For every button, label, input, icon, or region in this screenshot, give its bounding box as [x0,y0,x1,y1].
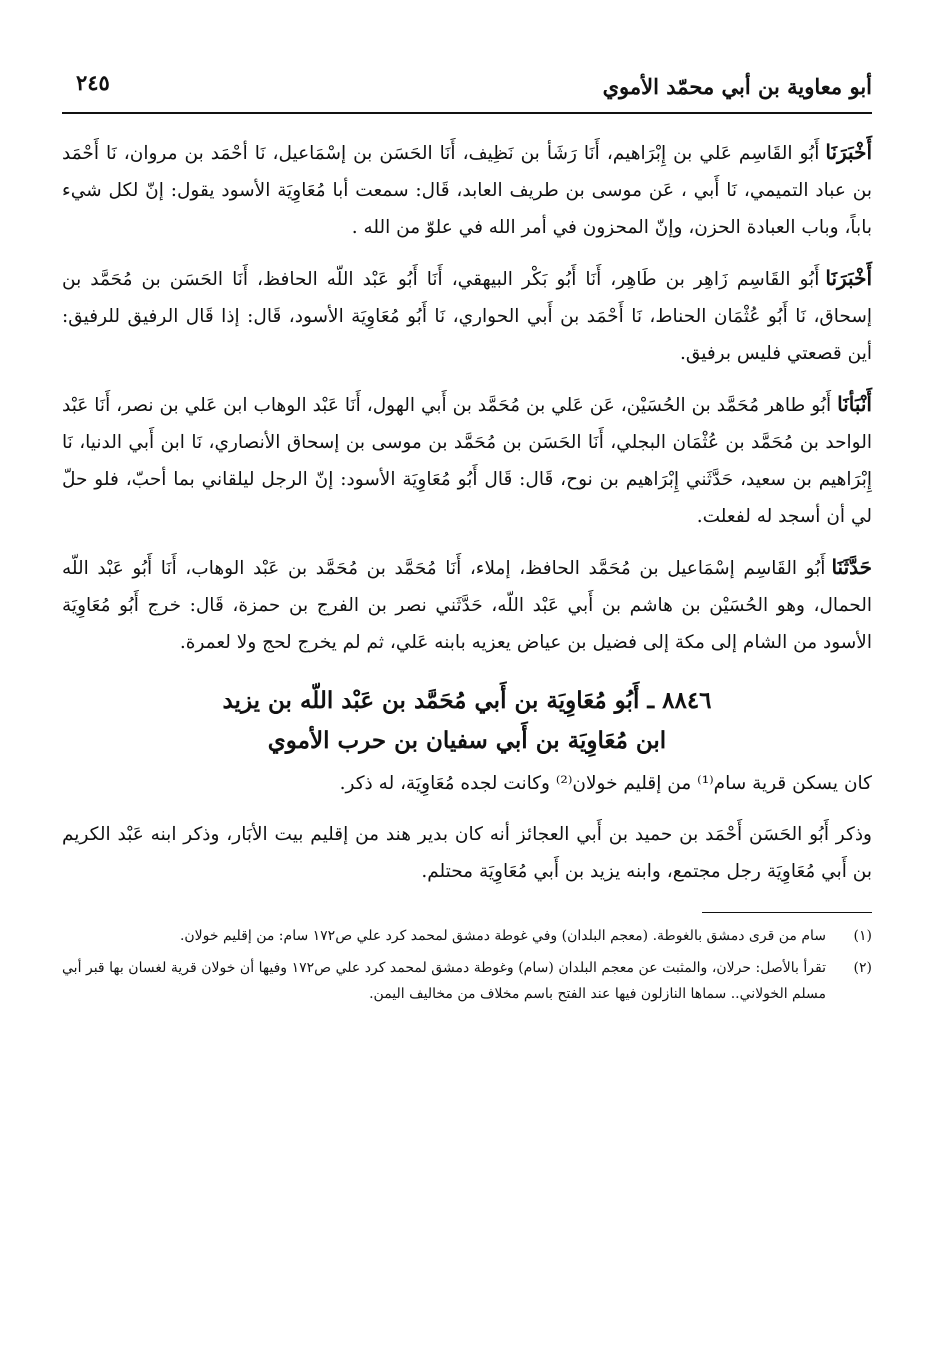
narration-text: أَبُو القَاسِم زَاهِر بن طَاهِر، أَنَا أَبُو بَكْر البيهقي، أَنَا أَبُو عَبْد اللّه الحافظ، أَنَا الحَسَن بن مُحَمَّد بن إسحاق، نَا أَبُو عُثْمَان الحناط، نَا أَحْمَد بن أَبي الحواري، نَا أَبُو مُعَاوِيَة الأسود، قَال: إذا قَال الرفيق للرفيق: أين قصعتي فليس برفيق. [62,269,872,364]
narration-text: أَبُو القَاسِم عَلي بن إِبْرَاهيم، أَنَا رَشَأ بن نَظِيف، أَنَا الحَسَن بن إسْمَاعيل، نَا أحْمَد بن مروان، نَا أَحْمَد بن عباد التميمي، نَا أَبي ، عَن موسى بن طريف العابد، قَال: سمعت أبا مُعَاوِيَة الأسود يقول: إنّ لكل شيء باباً، وباب العبادة الحزن، وإنّ المحزون في أمر الله في علوّ من الله . [62,143,872,238]
narration-text: أَبُو طاهر مُحَمَّد بن الحُسَيْن، عَن عَلي بن مُحَمَّد بن أَبي الهول، أَنَا عَبْد الوهاب ابن عَلي بن نصر، أَنَا عَبْد الواحد بن مُحَمَّد بن عُثْمَان البجلي، أَنَا الحَسَن بن مُحَمَّد بن موسى بن إسحاق الأنصاري، نَا ابن أَبي الدنيا، نَا إِبْرَاهيم بن سعيد، حَدَّثَني إِبْرَاهيم بن نوح، قَال: قَال أَبُو مُعَاوِيَة الأسود: إنّ الرجل ليلقاني بما أحبّ، فلو حلّ لي أن أسجد له لفعلت. [62,395,872,527]
narration-paragraph [62,134,872,246]
main-text [62,134,872,890]
footnote-number: (١) [853,928,872,944]
page-number: ٢٤٥ [76,70,110,95]
narration-paragraph [62,386,872,535]
footnotes-section [62,923,872,1007]
narration-paragraph [62,260,872,372]
narration-text: أَبُو القَاسِم إسْمَاعيل بن مُحَمَّد الحافظ، إملاء، أَنَا مُحَمَّد بن مُحَمَّد بن عَبْد الوهاب، أَنَا أَبُو عَبْد اللّه الحمال، وهو الحُسَيْن بن هاشم بن أَبي عَبْد اللّه، حَدَّثَني نصر بن الفرج بن حمزة، قَال: خرج أَبُو مُعَاوِيَة الأسود من الشام إلى مكة إلى فضيل بن عياض يعزيه بابنه عَلي، ثم لم يخرج لحج ولا لعمرة. [62,558,872,653]
footnote-text: سام من قرى دمشق بالغوطة. (معجم البلدان) وفي غوطة دمشق لمحمد كرد علي ص١٧٢ سام: من إقليم خولان. [179,928,826,944]
entry-heading [62,681,872,761]
running-title: أبو معاوية بن أبي محمّد الأموي [602,74,872,99]
narration-keyword: أَخْبَرَنَا [825,266,872,290]
footnote-text: تقرأ بالأصل: حرلان، والمثبت عن معجم البلدان (سام) وغوطة دمشق لمحمد كرد علي ص١٧٢ وفيها أن خولان قرية لغسان بها قبر أبي مسلم الخولاني.. سماها النازلون فيها عند الفتح باسم مخلاف من مخاليف اليمن. [62,960,826,1002]
book-page [62,66,872,1013]
footnote-divider [702,912,872,913]
footnote [62,923,872,949]
entry-paragraph: كان يسكن قرية سام⁽¹⁾ من إقليم خولان⁽²⁾ وكانت لجده مُعَاوِيَة، له ذكر. [339,773,872,794]
entry-heading-line-2: ابن مُعَاوِيَة بن أَبي سفيان بن حرب الأموي [267,727,667,754]
page-header [62,66,872,114]
narration-keyword: حَدَّثَنَا [831,555,872,579]
entry-heading-line-1: ٨٨٤٦ ـ أَبُو مُعَاوِيَة بن أَبي مُحَمَّد بن عَبْد اللّه بن يزيد [222,687,712,714]
entry-paragraph: وذكر أَبُو الحَسَن أَحْمَد بن حميد بن أَبي العجائز أنه كان بدير هند من إقليم بيت الأبَار، وذكر ابنه عَبْد الكريم بن أَبي مُعَاوِيَة رجل مجتمع، وابنه يزيد بن أَبي مُعَاوِيَة محتلم. [62,824,872,882]
narration-paragraph [62,549,872,661]
narration-keyword: أَنْبَأنَا [837,392,872,416]
footnote [62,955,872,1007]
footnote-number: (٢) [853,960,872,976]
narration-keyword: أَخْبَرَنَا [825,140,872,164]
